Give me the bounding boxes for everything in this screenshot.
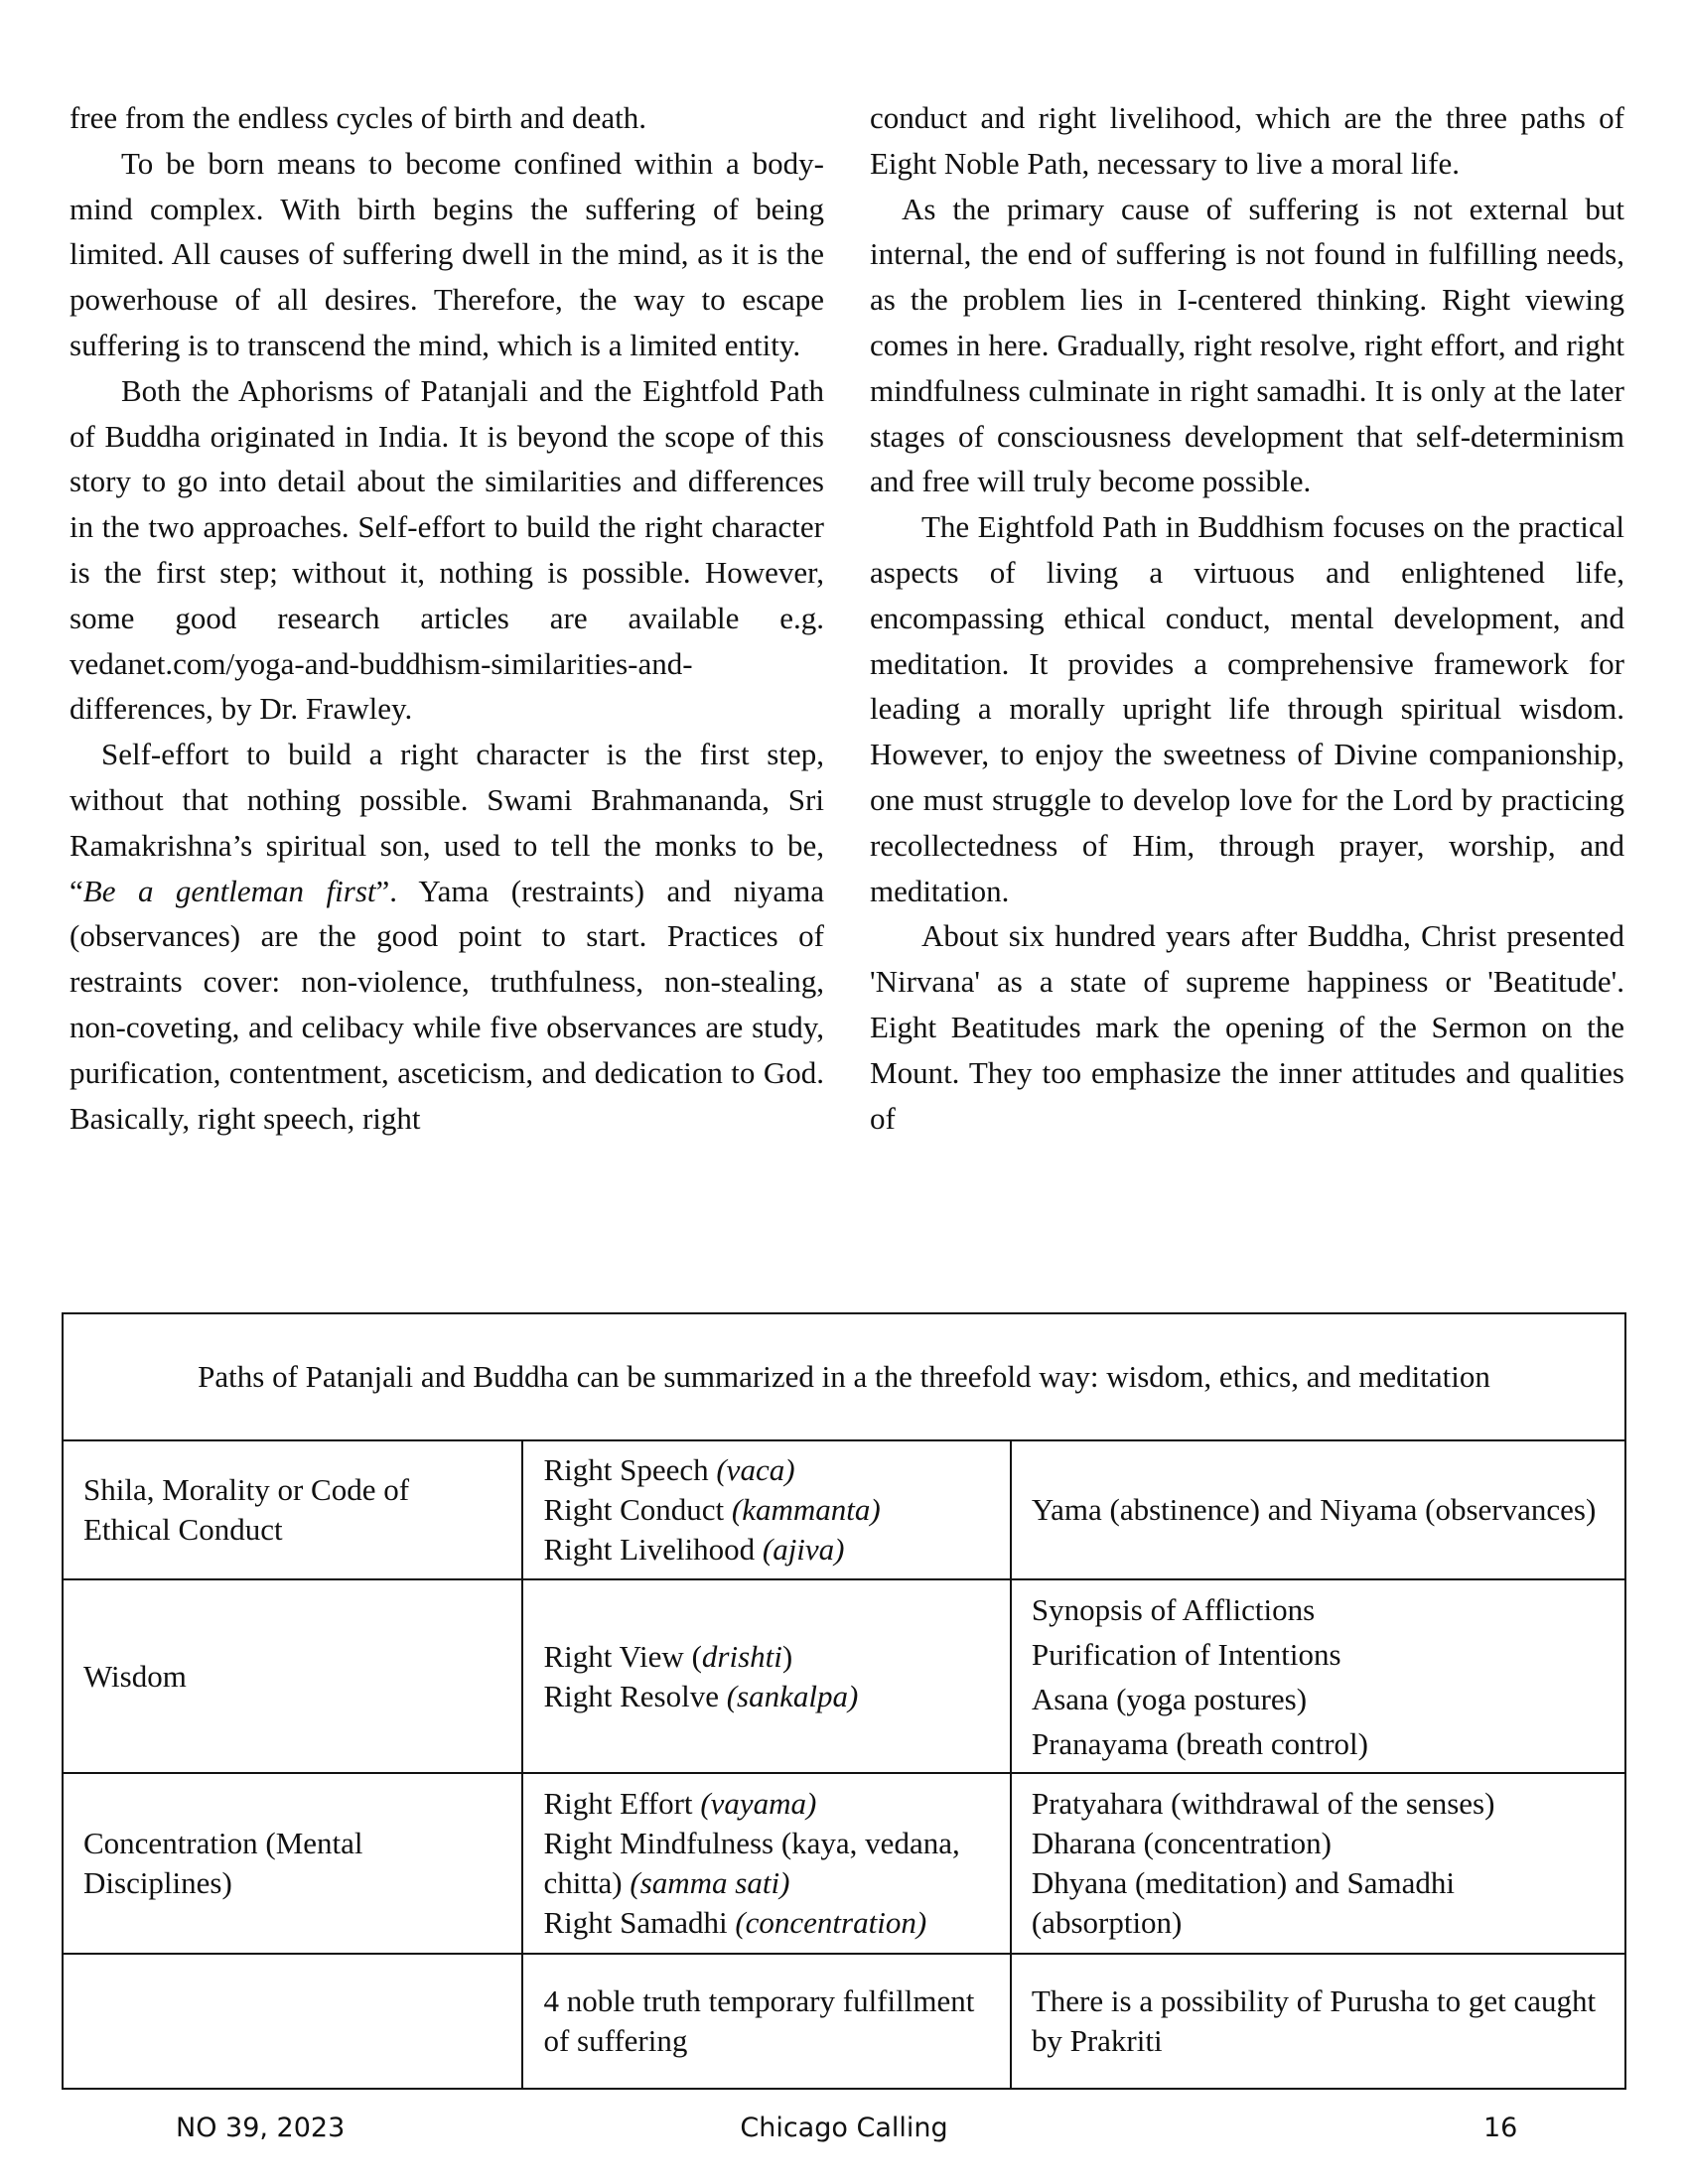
table-row xyxy=(63,1954,1625,2089)
cell-line: There is a possibility of Purusha to get caught by Prakriti xyxy=(1031,1983,1597,2058)
footer-issue: NO 39, 2023 xyxy=(176,2113,346,2143)
cell-line: Right Resolve (sankalpa) xyxy=(543,1678,859,1713)
table-cell-category: Shila, Morality or Code of Ethical Conduct xyxy=(63,1440,522,1579)
cell-line: Asana (yoga postures) xyxy=(1031,1681,1308,1716)
summary-table-container xyxy=(62,1312,1626,2090)
table-caption-row xyxy=(63,1313,1625,1440)
cell-line: Dharana (concentration) xyxy=(1031,1826,1332,1860)
footer-page-number: 16 xyxy=(1483,2113,1518,2143)
left-text-column xyxy=(70,95,824,1141)
quoted-text: Be a gentleman first xyxy=(82,873,376,908)
paragraph: The Eightfold Path in Buddhism focuses on the practical aspects of living a virtuous and enlightened life, encompassing ethical conduct, mental development, and meditation. It provides a comprehensive framework for leading a morally upright life through spiritual wisdom. However, to enjoy the sweetness of Divine companionship, one must struggle to develop love for the Lord by practicing recollectedness of Him, through prayer, worship, and meditation. xyxy=(870,509,1624,908)
table-cell-buddha xyxy=(522,1579,1010,1773)
summary-table xyxy=(62,1312,1626,2090)
paragraph xyxy=(70,732,824,1141)
cell-line: Right Speech (vaca) xyxy=(543,1452,795,1487)
cell-line: Pratyahara (withdrawal of the senses) xyxy=(1031,1786,1495,1821)
cell-line: Yama (abstinence) and Niyama (observances) xyxy=(1031,1492,1597,1527)
cell-line: 4 noble truth temporary fulfillment of suffering xyxy=(543,1983,975,2058)
paragraph: About six hundred years after Buddha, Christ presented 'Nirvana' as a state of supreme happiness or 'Beatitude'. Eight Beatitudes mark the opening of the Sermon on the Mount. They too emphasize the inner attitudes and qualities of xyxy=(870,918,1624,1136)
table-cell-patanjali xyxy=(1011,1440,1625,1579)
cell-line: Right Mindfulness (kaya, vedana, chitta) (samma sati) xyxy=(543,1826,960,1900)
cell-line: Dhyana (meditation) and Samadhi (absorption) xyxy=(1031,1865,1455,1940)
table-cell-category xyxy=(63,1954,522,2089)
table-cell-category: Wisdom xyxy=(63,1579,522,1773)
cell-line: Synopsis of Afflictions xyxy=(1031,1591,1316,1627)
paragraph: As the primary cause of suffering is not external but internal, the end of suffering is not found in fulfilling needs, as the problem lies in I-centered thinking. Right viewing comes in here. Gradually, right resolve, right effort, and right mindfulness culminate in right samadhi. It is only at the later stages of consciousness development that self-determinism and free will truly become possible. xyxy=(870,191,1624,499)
paragraph: Both the Aphorisms of Patanjali and the Eightfold Path of Buddha originated in India. It is beyond the scope of this story to go into detail about the similarities and differences in the two approaches. Self-effort to build the right character is the first step; without it, nothing is possible. However, some good research articles are available e.g. vedanet.com/yoga-and-buddhism-similarities-and-differences, by Dr. Frawley. xyxy=(70,372,824,727)
table-cell-buddha xyxy=(522,1440,1010,1579)
cell-line: Right Livelihood (ajiva) xyxy=(543,1532,845,1567)
table-cell-buddha xyxy=(522,1773,1010,1954)
paragraph-text: ”. Yama (restraints) and niyama (observances) are the good point to start. Practices of restraints cover: non-violence, truthfulness, non-stealing, non-coveting, and celibacy while five observances are study, purification, contentment, asceticism, and dedication to God. Basically, right speech, right xyxy=(70,873,824,1136)
cell-line: Right Effort (vayama) xyxy=(543,1786,817,1821)
table-cell-patanjali xyxy=(1011,1954,1625,2089)
cell-line: Right Samadhi (concentration) xyxy=(543,1905,927,1940)
paragraph: conduct and right livelihood, which are the three paths of Eight Noble Path, necessary to live a moral life. xyxy=(870,100,1624,181)
table-cell-patanjali xyxy=(1011,1773,1625,1954)
cell-line: Right Conduct (kammanta) xyxy=(543,1492,881,1527)
table-row xyxy=(63,1579,1625,1773)
table-row xyxy=(63,1773,1625,1954)
paragraph: To be born means to become confined within a body-mind complex. With birth begins the suffering of being limited. All causes of suffering dwell in the mind, as it is the powerhouse of all desires. Therefore, the way to escape suffering is to transcend the mind, which is a limited entity. xyxy=(70,145,824,362)
table-cell-buddha xyxy=(522,1954,1010,2089)
table-cell-patanjali xyxy=(1011,1579,1625,1773)
table-caption: Paths of Patanjali and Buddha can be summarized in a the threefold way: wisdom, ethics, and meditation xyxy=(63,1313,1625,1440)
paragraph: free from the endless cycles of birth and death. xyxy=(70,100,647,135)
cell-line: Pranayama (breath control) xyxy=(1031,1725,1368,1761)
right-text-column xyxy=(870,95,1624,1141)
cell-line: Purification of Intentions xyxy=(1031,1636,1341,1672)
cell-line: Right View (drishti) xyxy=(543,1638,793,1674)
table-row xyxy=(63,1440,1625,1579)
footer-publication: Chicago Calling xyxy=(740,2113,948,2143)
table-cell-category: Concentration (Mental Disciplines) xyxy=(63,1773,522,1954)
paragraph-text: Self-effort to build a right character is the first step, without that nothing possible. Swami Brahmananda, Sri Ramakrishna’s spiritual son, used to tell the monks to be, “ xyxy=(70,737,824,908)
